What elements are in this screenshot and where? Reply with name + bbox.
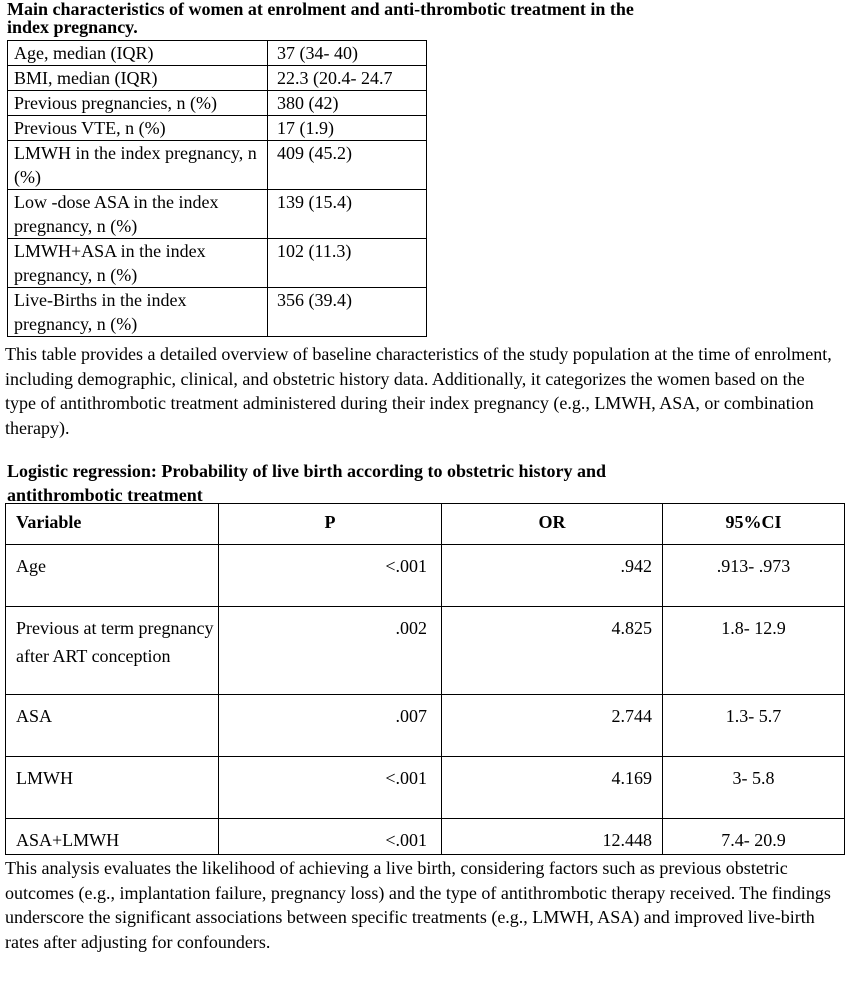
table2-title: Logistic regression: Probability of live birth according to obstetric history and antithrombotic treatment [7,461,606,505]
cell-p: <.001 [219,757,442,819]
baseline-characteristics-table [7,40,427,337]
cell-or: 4.169 [442,757,663,819]
header-p: P [219,504,442,545]
logistic-regression-table [5,503,845,855]
table-row [8,41,427,66]
cell-or: 4.825 [442,607,663,695]
cell-ci: 3- 5.8 [663,757,845,819]
table2-caption: This analysis evaluates the likelihood of achieving a live birth, considering factors such as previous obstetric outcomes (e.g., implantation failure, pregnancy loss) and the type of antithrombotic therapy received. The findings underscore the significant associations between specific treatments (e.g., LMWH, ASA) and improved live-birth rates after adjusting for confounders. [5,858,831,952]
table-row [8,288,427,337]
cell-p: .007 [219,695,442,757]
table-row [8,141,427,190]
cell-variable: LMWH [6,757,219,819]
cell-variable: ASA+LMWH [6,819,219,855]
cell-p: <.001 [219,545,442,607]
header-variable: Variable [6,504,219,545]
table-row [8,239,427,288]
table1-title: Main characteristics of women at enrolment and anti-thrombotic treatment in the index pregnancy. [7,0,634,37]
cell-or: 2.744 [442,695,663,757]
cell-p: <.001 [219,819,442,855]
header-or: OR [442,504,663,545]
table-row [6,607,845,695]
cell-variable: ASA [6,695,219,757]
cell-variable: Age [6,545,219,607]
cell-ci: .913- .973 [663,545,845,607]
row-label: LMWH+ASA in the index pregnancy, n (%) [8,239,268,288]
table1-caption: This table provides a detailed overview of baseline characteristics of the study population at the time of enrolment, including demographic, clinical, and obstetric history data. Additionally, it categorizes the women based on the type of antithrombotic treatment administered during their index pregnancy (e.g., LMWH, ASA, or combination therapy). [5,344,832,438]
row-label: LMWH in the index pregnancy, n (%) [8,141,268,190]
row-value: 17 (1.9) [268,116,427,141]
row-value: 102 (11.3) [268,239,427,288]
cell-p: .002 [219,607,442,695]
table-row [6,757,845,819]
cell-ci: 7.4- 20.9 [663,819,845,855]
row-value: 139 (15.4) [268,190,427,239]
cell-variable: Previous at term pregnancy after ART conception [6,607,219,695]
header-ci: 95%CI [663,504,845,545]
table-row [8,91,427,116]
row-label: Previous VTE, n (%) [8,116,268,141]
row-label: Age, median (IQR) [8,41,268,66]
row-value: 380 (42) [268,91,427,116]
row-value: 356 (39.4) [268,288,427,337]
table-row [6,545,845,607]
table-row [8,190,427,239]
cell-ci: 1.3- 5.7 [663,695,845,757]
table-row [8,116,427,141]
table-row [6,695,845,757]
table-row [6,819,845,855]
cell-or: 12.448 [442,819,663,855]
row-label: BMI, median (IQR) [8,66,268,91]
table-row [8,66,427,91]
row-value: 37 (34- 40) [268,41,427,66]
row-value: 409 (45.2) [268,141,427,190]
row-label: Live-Births in the index pregnancy, n (%) [8,288,268,337]
cell-ci: 1.8- 12.9 [663,607,845,695]
row-label: Previous pregnancies, n (%) [8,91,268,116]
table-header-row [6,504,845,545]
row-value: 22.3 (20.4- 24.7 [268,66,427,91]
cell-or: .942 [442,545,663,607]
row-label: Low -dose ASA in the index pregnancy, n (%) [8,190,268,239]
